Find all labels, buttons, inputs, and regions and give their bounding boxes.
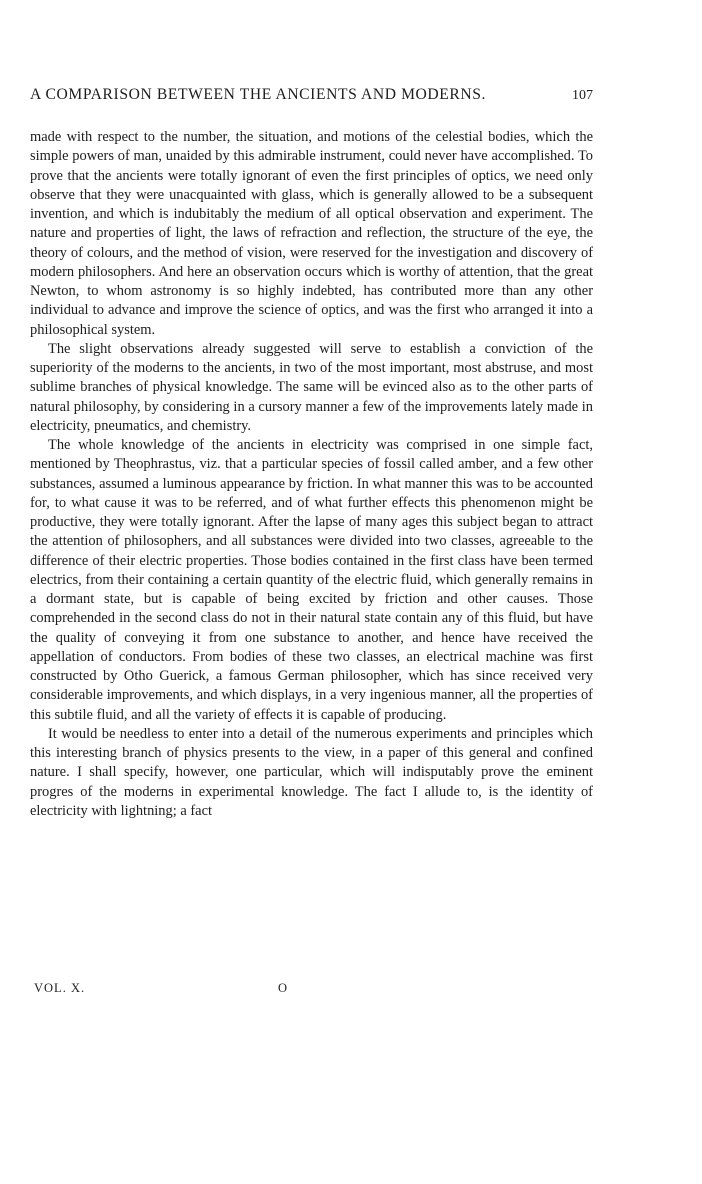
paragraph-1: made with respect to the number, the situation, and motions of the celestial bodies, which the simple powers of man, unaided by this admirable instrument, could never have accomplished. To prove that the ancients were totally ignorant of even the first principles of optics, we need only observe that they were unacquainted with glass, which is generally allowed to be a subsequent invention, and which is indubitably the medium of all optical observation and experiment. The nature and properties of light, the laws of refraction and reflection, the structure of the eye, the theory of colours, and the method of vision, were reserved for the investigation and discovery of modern philosophers. And here an observation occurs which is worthy of attention, that the great Newton, to whom astronomy is so highly indebted, has contributed more than any other individual to advance and improve the science of optics, and was the first who arranged it into a philosophical system. — [30, 129, 593, 338]
running-head — [30, 86, 593, 112]
running-title: A COMPARISON BETWEEN THE ANCIENTS AND MODERNS. — [30, 86, 487, 103]
paragraph-2: The slight observations already suggested will serve to establish a conviction of the superiority of the moderns to the ancients, in two of the most important, most abstruse, and most sublime branches of physical knowledge. The same will be evinced also as to the other parts of natural philosophy, by considering in a cursory manner a few of the improvements lately made in electricity, pneumatics, and chemistry. — [30, 340, 593, 434]
paragraph-4: It would be needless to enter into a detail of the numerous experiments and principles which this interesting branch of physics presents to the view, in a paper of this general and confined nature. I shall specify, however, one particular, which will indisputably prove the eminent progres of the moderns in experimental knowledge. The fact I allude to, is the identity of electricity with lightning; a fact — [30, 725, 593, 819]
volume-label: VOL. X. — [34, 981, 86, 995]
book-page — [30, 86, 593, 995]
body-text — [30, 128, 593, 821]
page-number: 107 — [572, 88, 593, 103]
page-footer — [30, 981, 593, 999]
signature-mark: O — [278, 981, 289, 995]
paragraph-3: The whole knowledge of the ancients in electricity was comprised in one simple fact, mentioned by Theophrastus, viz. that a particular species of fossil called amber, and a few other substances, assumed a luminous appearance by friction. In what manner this was to be accounted for, to what cause it was to be referred, and of what further effects this phenomenon might be productive, they were totally ignorant. After the lapse of many ages this subject began to attract the attention of philosophers, and all substances were divided into two classes, agreeable to the difference of their electric properties. Those bodies contained in the first class have been termed electrics, from their containing a certain quantity of the electric fluid, which generally remains in a dormant state, but is capable of being excited by friction and other causes. Those comprehended in the second class do not in their natural state contain any of this fluid, but have the quality of conveying it from one substance to another, and hence have received the appellation of conductors. From bodies of these two classes, an electrical machine was first constructed by Otho Guerick, a famous German philosopher, which has since received very considerable improvements, and which displays, in a very ingenious manner, all the properties of this subtile fluid, and all the variety of effects it is capable of producing. — [30, 437, 593, 723]
